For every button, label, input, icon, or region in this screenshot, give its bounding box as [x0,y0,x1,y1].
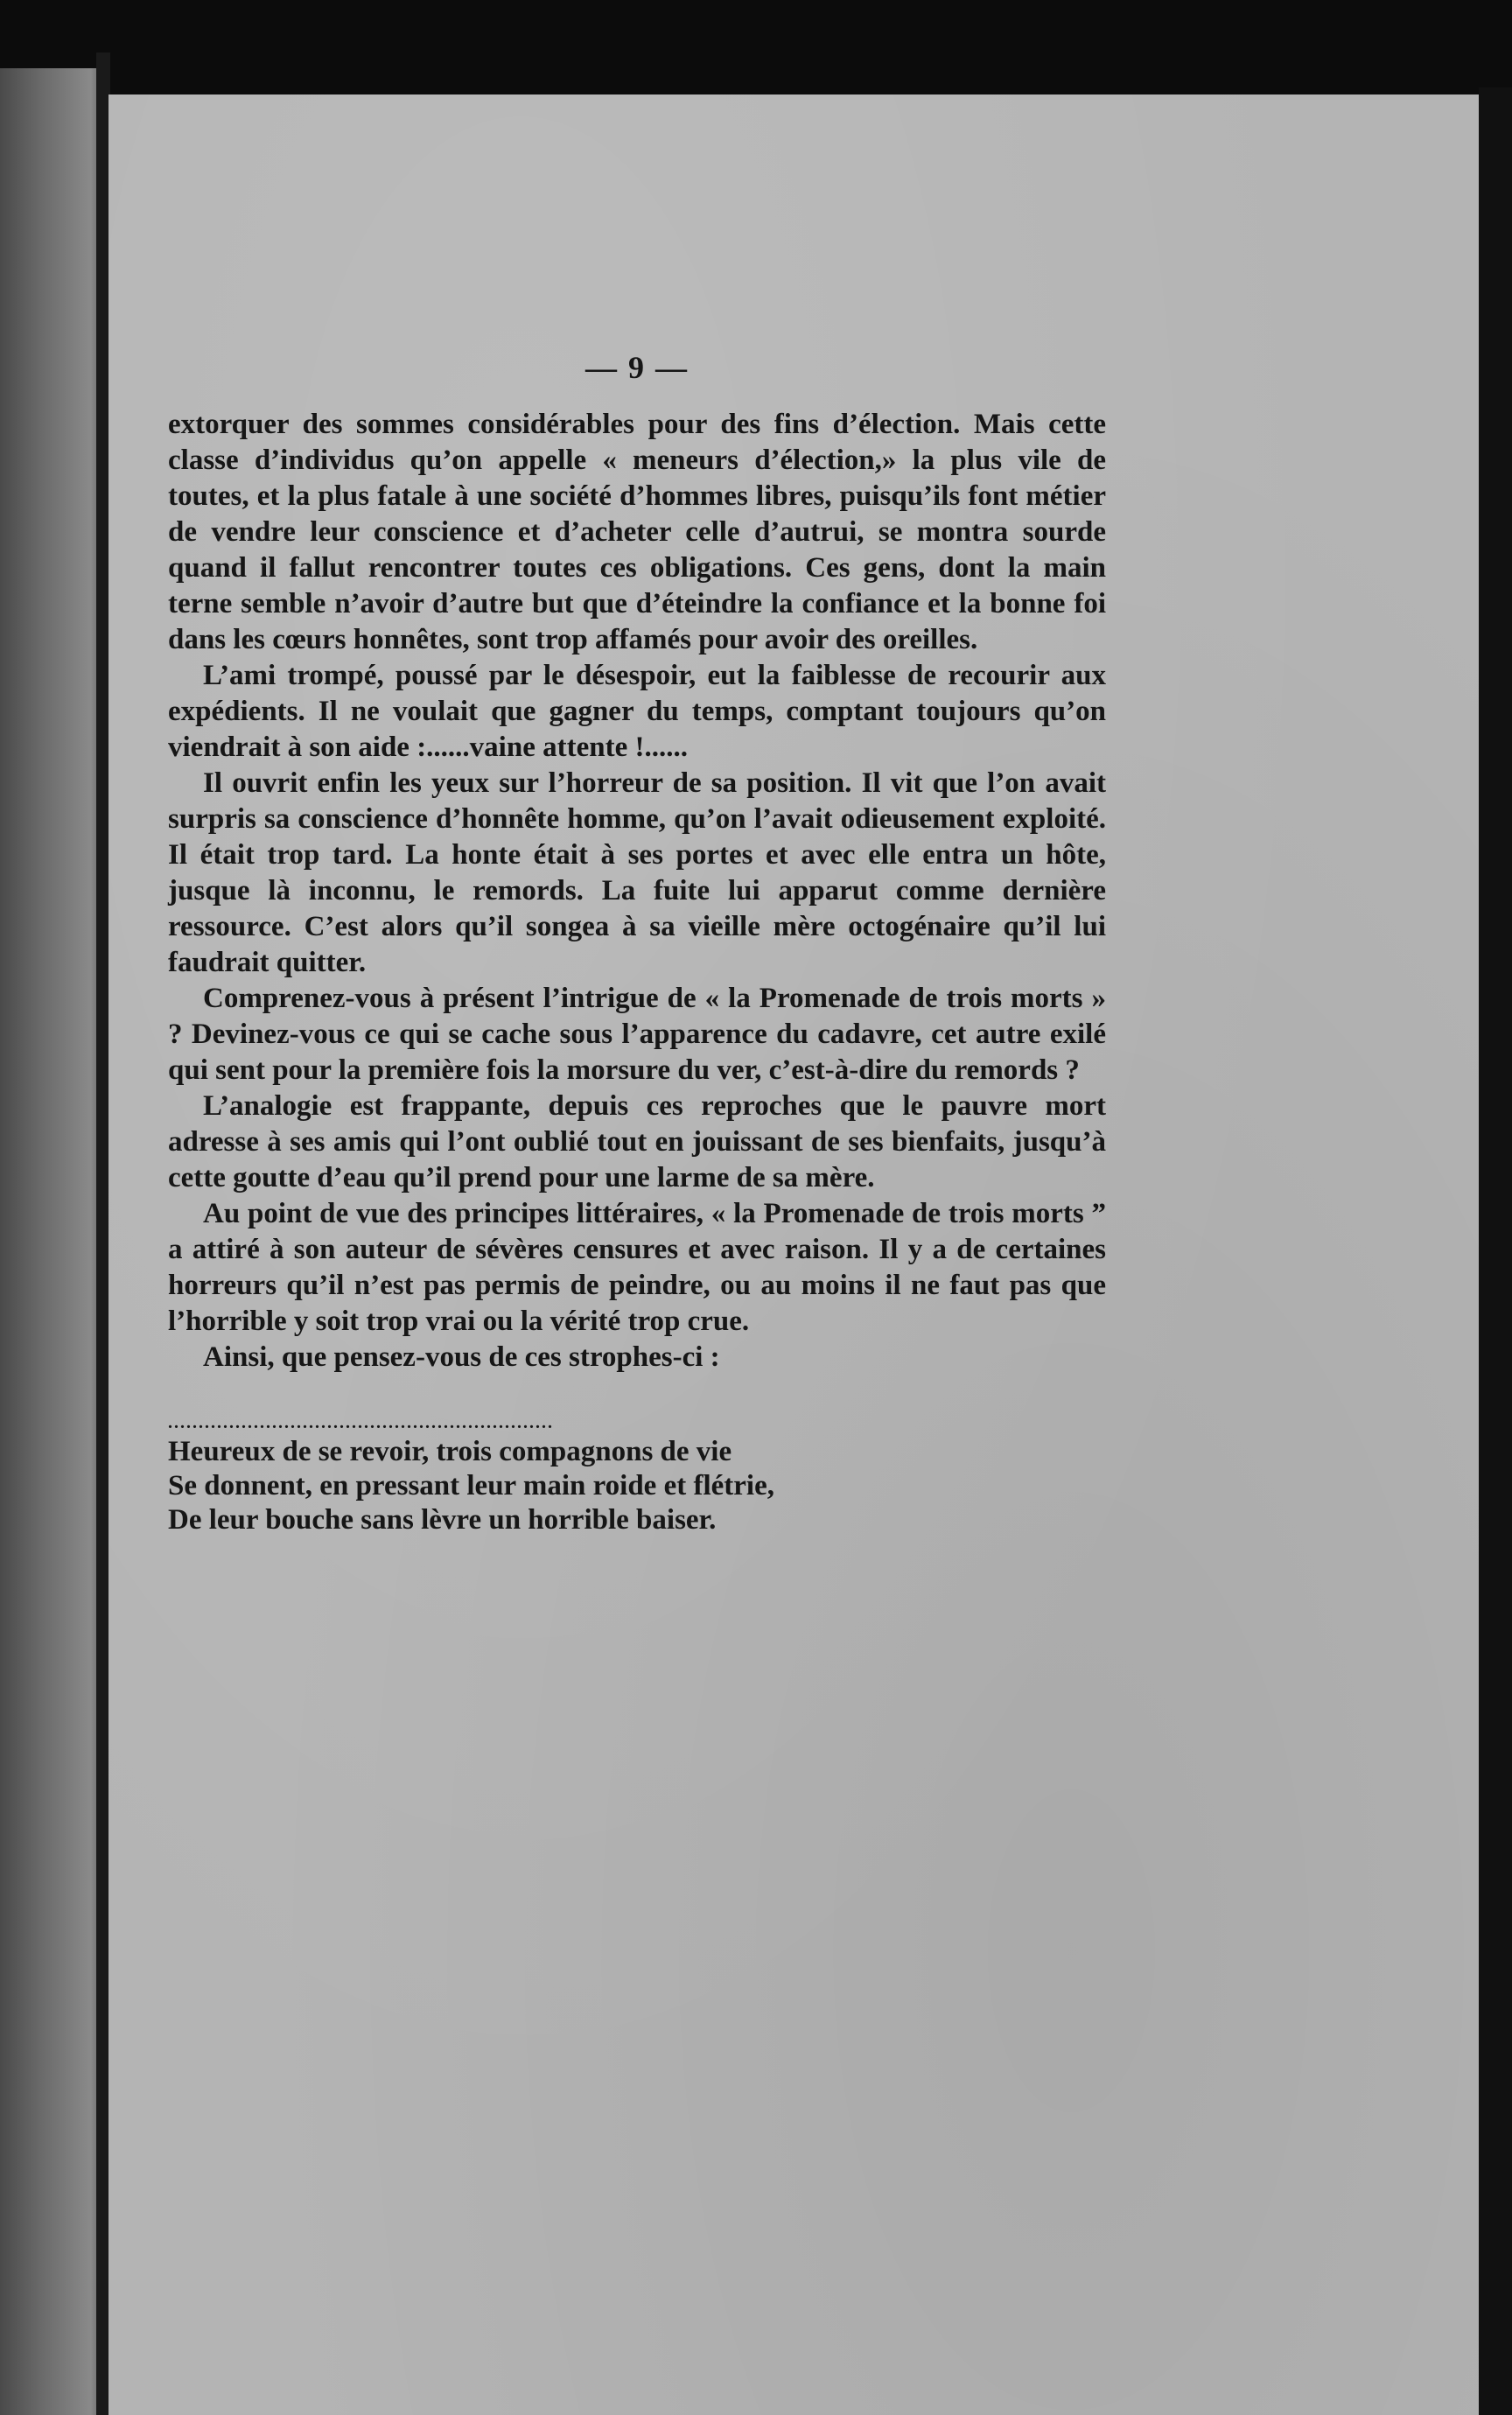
page-text [168,350,1106,1537]
page-number: — 9 — [585,350,689,385]
paragraph: Au point de vue des principes littéraires, « la Promenade de trois morts ” a attiré à son auteur de sévères censures et avec raison. Il y a de certaines horreurs qu’il n’est pas permis de peindre, ou au moins il ne faut pas que l’horrible y soit trop vrai ou la vérité trop crue. [168,1198,1106,1337]
paragraph: L’analogie est frappante, depuis ces reproches que le pauvre mort adresse à ses amis qui l’ont oublié tout en jouissant de ses bienfaits, jusqu’à cette goutte d’eau qu’il prend pour une larme de sa mère. [168,1090,1106,1194]
paragraph: Il ouvrit enfin les yeux sur l’horreur de sa position. Il vit que l’on avait surpris sa conscience d’honnête homme, qu’on l’avait odieusement exploité. Il était trop tard. La honte était à ses portes et avec elle entra un hôte, jusque là inconnu, le remords. La fuite lui apparut comme dernière ressource. C’est alors qu’il songea à sa vieille mère octogénaire qu’il lui faudrait quitter. [168,767,1106,978]
paragraph: L’ami trompé, poussé par le désespoir, eut la faiblesse de recourir aux expédients. Il ne voulait que gagner du temps, comptant toujours qu’on viendrait à son aide :......vaine attente !...... [168,660,1106,763]
verse-line: De leur bouche sans lèvre un horrible baiser. [168,1504,717,1536]
page-border-right [1479,88,1512,2415]
adjacent-page-edge [0,68,107,2415]
paragraph: Ainsi, que pensez-vous de ces strophes-ci : [203,1341,720,1373]
paragraph: extorquer des sommes considérables pour des fins d’élection. Mais cette classe d’individus qu’on appelle « meneurs d’élection,» la plus vile de toutes, et la plus fatale à une société d’hommes libres, puisqu’ils font métier de vendre leur conscience et d’acheter celle d’autrui, se montra sourde quand il fallut rencontrer toutes ces obligations. Ces gens, dont la main terne semble n’avoir d’autre but que d’éteindre la confiance et la bonne foi dans les cœurs honnêtes, sont trop affamés pour avoir des oreilles. [168,409,1106,655]
paragraph: Comprenez-vous à présent l’intrigue de « la Promenade de trois morts » ? Devinez-vous ce qui se cache sous l’apparence du cadavre, cet autre exilé qui sent pour la première fois la morsure du ver, c’est-à-dire du remords ? [168,983,1106,1086]
dotted-separator: ............................................................... [168,1414,554,1432]
verse-line: Se donnent, en pressant leur main roide et flétrie, [168,1470,774,1502]
verse-line: Heureux de se revoir, trois compagnons de vie [168,1436,732,1467]
